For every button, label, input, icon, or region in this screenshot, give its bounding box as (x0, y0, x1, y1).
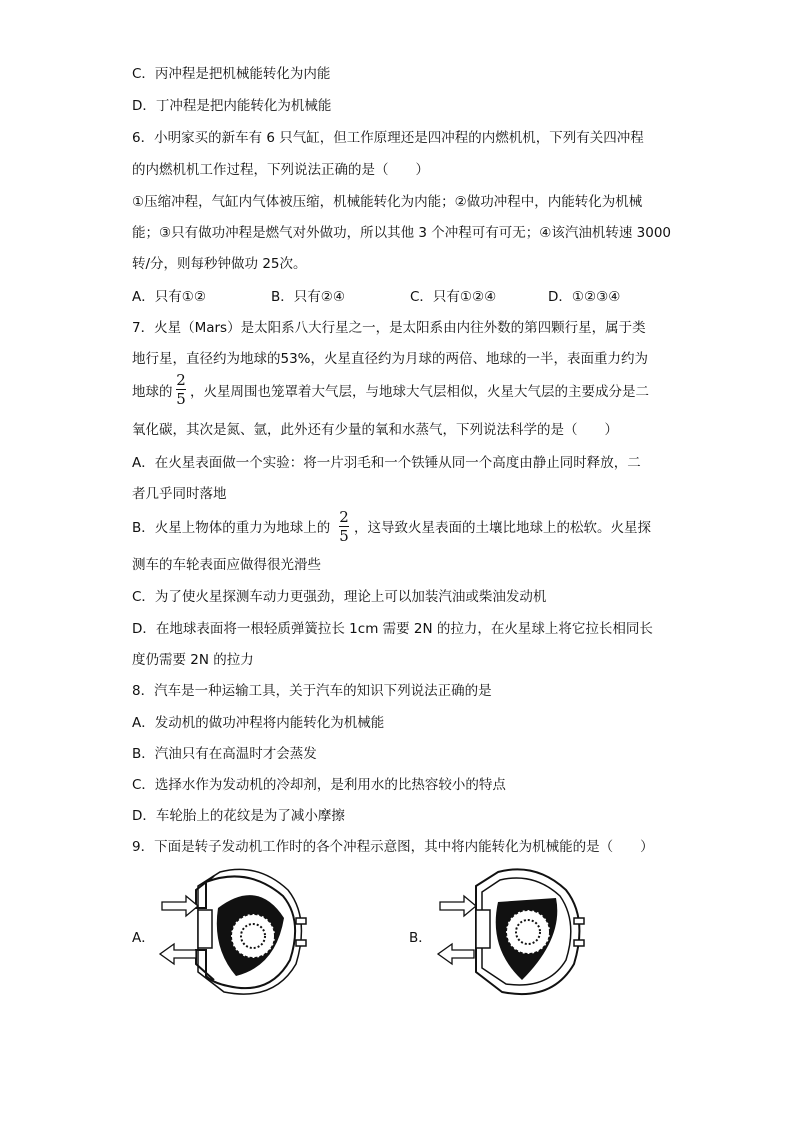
fraction-numerator: 2 (176, 371, 186, 389)
fraction-two-fifths-b (339, 509, 349, 544)
q7-option-a-line-2: 者几乎同时落地 (132, 486, 227, 502)
question-7-line-1: 7．火星（Mars）是太阳系八大行星之一，是太阳系由内往外数的第四颗行星，属于类 (132, 320, 646, 336)
fraction-two-fifths (176, 372, 186, 407)
q7-option-b-prefix: B．火星上物体的重力为地球上的 (132, 520, 331, 536)
q6-option-d: D．①②③④ (548, 289, 621, 305)
q7-option-a-line-1: A．在火星表面做一个实验：将一片羽毛和一个铁锤从同一个高度由静止同时释放，二 (132, 455, 641, 471)
fraction-denominator: 5 (176, 390, 186, 408)
question-7-line-2: 地行星，直径约为地球的53%，火星直径约为月球的两倍、地球的一半，表面重力约为 (132, 351, 649, 367)
option-c-line: C．丙冲程是把机械能转化为内能 (132, 66, 331, 82)
question-6-line-4: 能；③只有做功冲程是燃气对外做功，所以其他 3 个冲程可有可无；④该汽油机转速 3000 (132, 225, 672, 241)
q6-option-c: C．只有①②④ (410, 289, 497, 305)
q8-option-a: A．发动机的做功冲程将内能转化为机械能 (132, 715, 385, 731)
q8-option-c: C．选择水作为发动机的冷却剂，是利用水的比热容较小的特点 (132, 777, 506, 793)
q6-option-a: A．只有①② (132, 289, 206, 305)
question-6-line-2: 的内燃机机工作过程，下列说法正确的是（ ） (132, 162, 429, 178)
rotary-engine-diagram-b (436, 868, 596, 998)
question-8: 8．汽车是一种运输工具，关于汽车的知识下列说法正确的是 (132, 683, 492, 699)
diagram-label-a: A． (132, 930, 155, 946)
q8-option-d: D．车轮胎上的花纹是为了减小摩擦 (132, 808, 345, 824)
rotary-engine-diagram-a (158, 868, 318, 998)
question-6-line-1: 6．小明家买的新车有 6 只气缸，但工作原理还是四冲程的内燃机机，下列有关四冲程 (132, 130, 644, 146)
question-7-line-3-suffix: ，火星周围也笼罩着大气层，与地球大气层相似，火星大气层的主要成分是二 (190, 384, 649, 400)
question-6-line-3: ①压缩冲程，气缸内气体被压缩，机械能转化为内能；②做功冲程中，内能转化为机械 (132, 194, 643, 210)
question-6-line-5: 转/分，则每秒钟做功 25次。 (132, 256, 307, 272)
diagram-label-b: B． (409, 930, 432, 946)
fraction-numerator: 2 (339, 508, 349, 526)
option-d-line: D．丁冲程是把内能转化为机械能 (132, 98, 332, 114)
question-6-options (132, 285, 652, 305)
question-7-line-4: 氧化碳，其次是氮、氩，此外还有少量的氧和水蒸气，下列说法科学的是（ ） (132, 422, 618, 438)
q7-option-d-line-2: 度仍需要 2N 的拉力 (132, 652, 254, 668)
q6-option-b: B．只有②④ (271, 289, 345, 305)
q7-option-b-suffix: ，这导致火星表面的土壤比地球上的松软。火星探 (354, 520, 651, 536)
q8-option-b: B．汽油只有在高温时才会蒸发 (132, 746, 317, 762)
q7-option-c: C．为了使火星探测车动力更强劲，理论上可以加装汽油或柴油发动机 (132, 589, 547, 605)
question-9: 9．下面是转子发动机工作时的各个冲程示意图，其中将内能转化为机械能的是（ ） (132, 839, 654, 855)
question-7-line-3-prefix: 地球的 (132, 384, 173, 400)
q7-option-d-line-1: D．在地球表面将一根轻质弹簧拉长 1cm 需要 2N 的拉力，在火星球上将它拉长相同长 (132, 621, 653, 637)
fraction-denominator: 5 (339, 527, 349, 545)
q7-option-b-line-2: 测车的车轮表面应做得很光滑些 (132, 557, 321, 573)
